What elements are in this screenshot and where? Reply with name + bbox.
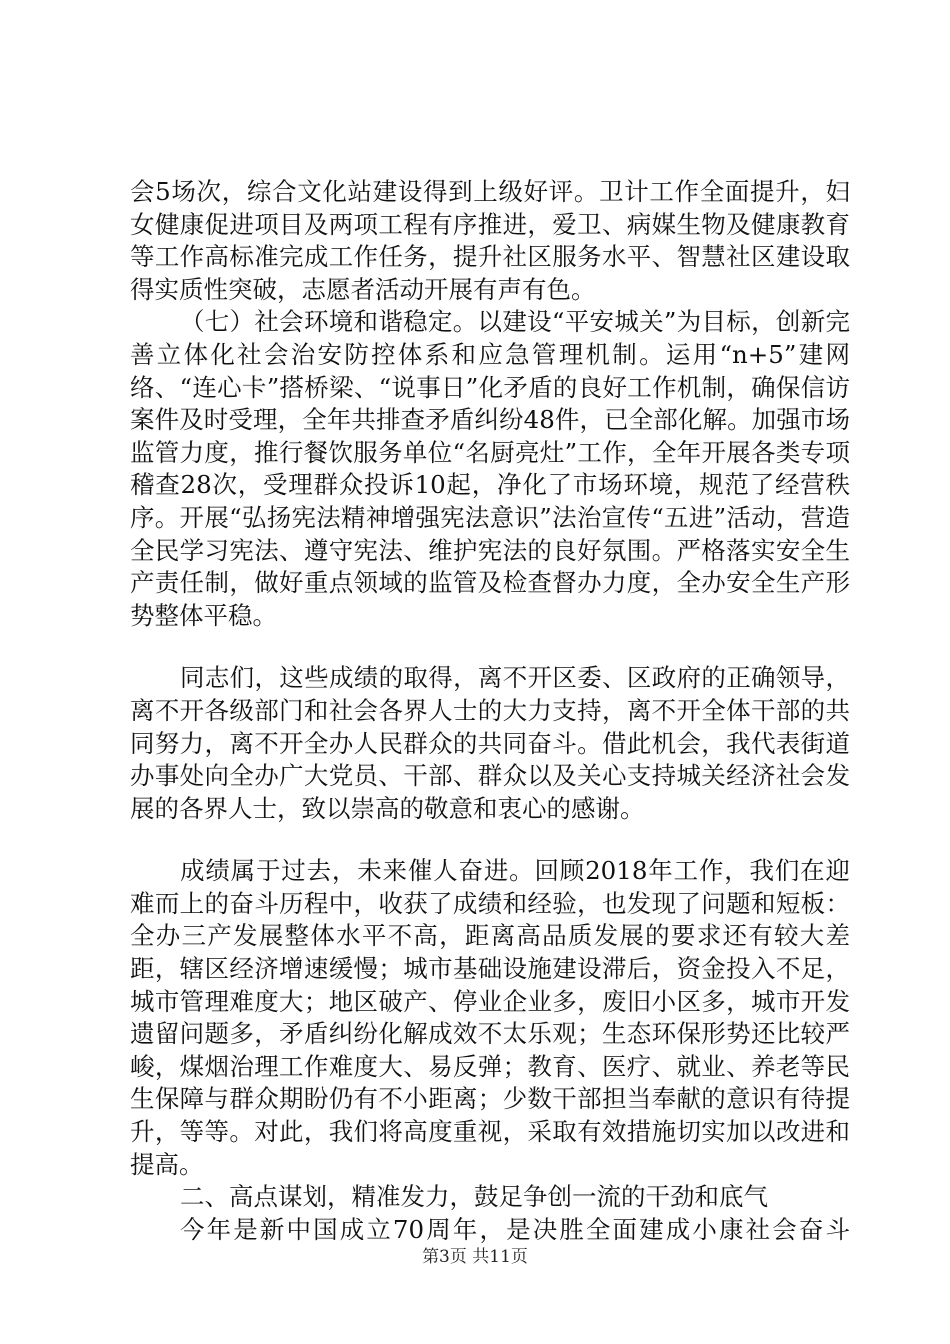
paragraph-thanks: 同志们，这些成绩的取得，离不开区委、区政府的正确领导，离不开各级部门和社会各界人士的大力支持，离不开全体干部的共同努力，离不开全办人民群众的共同奋斗。借此机会，我代表街道办事处向全办广大党员、干部、群众以及关心支持城关经济社会发展的各界人士，致以崇高的敬意和衷心的感谢。 — [130, 663, 850, 823]
document-body — [130, 176, 850, 1246]
paragraph-gap — [130, 825, 850, 855]
paragraph-culture-health: 会5场次，综合文化站建设得到上级好评。卫计工作全面提升，妇女健康促进项目及两项工程有序推进，爱卫、病媒生物及健康教育等工作高标准完成工作任务，提升社区服务水平、智慧社区建设取得实质性突破，志愿者活动开展有声有色。 — [130, 177, 850, 304]
paragraph-gap — [130, 632, 850, 662]
paragraph-problems: 成绩属于过去，未来催人奋进。回顾2018年工作，我们在迎难而上的奋斗历程中，收获了成绩和经验，也发现了问题和短板：全办三产发展整体水平不高，距离高品质发展的要求还有较大差距，辖区经济增速缓慢；城市基础设施建设滞后，资金投入不足，城市管理难度大；地区破产、停业企业多，废旧小区多，城市开发遗留问题多，矛盾纠纷化解成效不太乐观；生态环保形势还比较严峻，煤烟治理工作难度大、易反弹；教育、医疗、就业、养老等民生保障与群众期盼仍有不小距离；少数干部担当奉献的意识有待提升，等等。对此，我们将高度重视，采取有效措施切实加以改进和提高。 — [130, 856, 850, 1179]
paragraph-social-stability: （七）社会环境和谐稳定。以建设“平安城关”为目标，创新完善立体化社会治安防控体系和应急管理机制。运用“n+5”建网络、“连心卡”搭桥梁、“说事日”化矛盾的良好工作机制，确保信访案件及时受理，全年共排查矛盾纠纷48件，已全部化解。加强市场监管力度，推行餐饮服务单位“名厨亮灶”工作，全年开展各类专项稽查28次，受理群众投诉10起，净化了市场环境，规范了经营秩序。开展“弘扬宪法精神增强宪法意识”法治宣传“五进”活动，营造全民学习宪法、遵守宪法、维护宪法的良好氛围。严格落实安全生产责任制，做好重点领域的监管及检查督办力度，全办安全生产形势整体平稳。 — [130, 307, 850, 630]
page-number-footer: 第3页 共11页 — [422, 1247, 528, 1267]
paragraph-this-year: 今年是新中国成立70周年，是决胜全面建成小康社会奋斗 — [180, 1214, 850, 1244]
section-heading-2: 二、高点谋划，精准发力，鼓足争创一流的干劲和底气 — [180, 1182, 768, 1212]
